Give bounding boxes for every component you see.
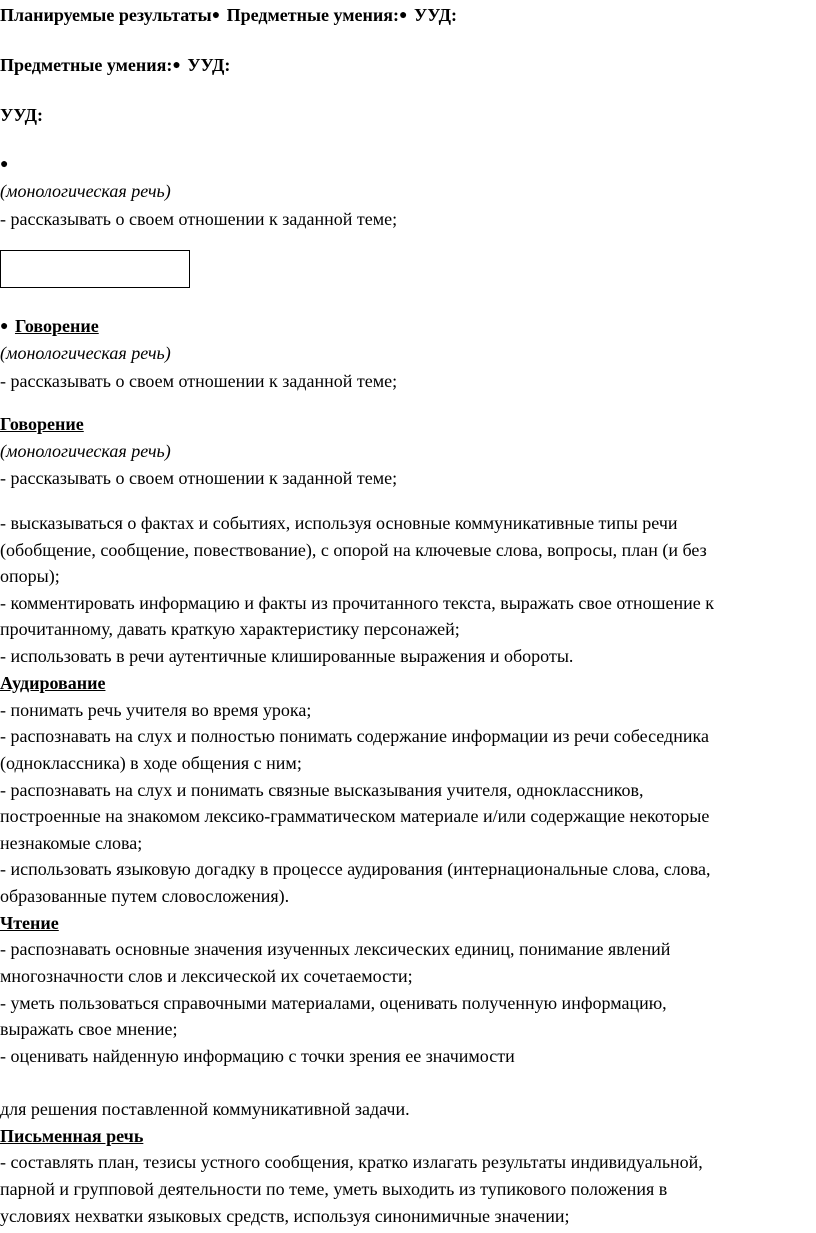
speaking-line: (обобщение, сообщение, повествование), с опорой на ключевые слова, вопросы, план (и без [0,540,707,560]
block2-title: Говорение [14,316,99,336]
header-subject-skills: Предметные умения: [222,5,400,25]
listening-line: - распознавать на слух и полностью понимать содержание информации из речи собеседника [0,726,709,746]
header-uud: УУД: [182,55,231,75]
speaking-line: опоры); [0,566,60,586]
speaking-line: - использовать в речи аутентичные клишированные выражения и обороты. [0,646,574,666]
listening-line: (одноклассника) в ходе общения с ним; [0,753,302,773]
block1-subtitle: (монологическая речь) [0,181,171,201]
reading-line: - распознавать основные значения изученных лексических единиц, понимание явлений [0,939,671,959]
reading-title: Чтение [0,913,59,933]
listening-line: образованные путем словосложения). [0,886,290,906]
speaking-line: - высказываться о фактах и событиях, используя основные коммуникативные типы речи [0,513,678,533]
reading-line: - уметь пользоваться справочными материалами, оценивать полученную информацию, [0,993,667,1013]
reading-line: для решения поставленной коммуникативной задачи. [0,1099,410,1119]
listening-line: - использовать языковую догадку в процессе аудирования (интернациональные слова, слова, [0,859,711,879]
speaking-subtitle: (монологическая речь) [0,441,171,461]
header-line-1 [0,2,816,29]
block2-subtitle: (монологическая речь) [0,343,171,363]
listening-line: построенные на знакомом лексико-грамматическом материале и/или содержащие некоторые [0,806,710,826]
listening-line: - распознавать на слух и понимать связные высказывания учителя, одноклассников, [0,780,644,800]
header-line-2 [0,52,816,79]
block1-item: - рассказывать о своем отношении к заданной теме; [0,209,398,229]
header-subject-skills: Предметные умения: [0,55,173,75]
header-uud: УУД: [409,5,457,25]
bullet-icon: ● [399,8,408,23]
bullet-line [0,151,816,178]
header-planned-results: Планируемые результаты [0,5,212,25]
writing-line: - составлять план, тезисы устного сообщения, кратко излагать результаты индивидуальной, [0,1152,703,1172]
listening-line: незнакомые слова; [0,833,143,853]
speaking-line: - рассказывать о своем отношении к заданной теме; [0,468,398,488]
reading-line: выражать свое мнение; [0,1019,178,1039]
empty-text-box [0,250,190,288]
reading-line: многозначности слов и лексической их сочетаемости; [0,966,413,986]
speaking-line: - комментировать информацию и факты из прочитанного текста, выражать свое отношение к [0,593,715,613]
writing-line: парной и групповой деятельности по теме, уметь выходить из тупикового положения в [0,1179,668,1199]
writing-title: Письменная речь [0,1126,144,1146]
writing-line: условиях нехватки языковых средств, используя синонимичные значении; [0,1206,570,1226]
listening-line: - понимать речь учителя во время урока; [0,700,312,720]
speaking-title: Говорение [0,414,84,434]
bullet-icon: ● [0,319,9,334]
header-line-3: УУД: [0,105,43,125]
speaking-line: прочитанному, давать краткую характеристику персонажей; [0,619,460,639]
reading-line: - оценивать найденную информацию с точки зрения ее значимости [0,1046,515,1066]
bullet-icon: ● [172,58,181,73]
listening-title: Аудирование [0,673,106,693]
bullet-icon: ● [211,8,221,23]
bullet-icon: ● [0,157,9,172]
block2-item: - рассказывать о своем отношении к заданной теме; [0,371,398,391]
block2-heading [0,313,816,340]
